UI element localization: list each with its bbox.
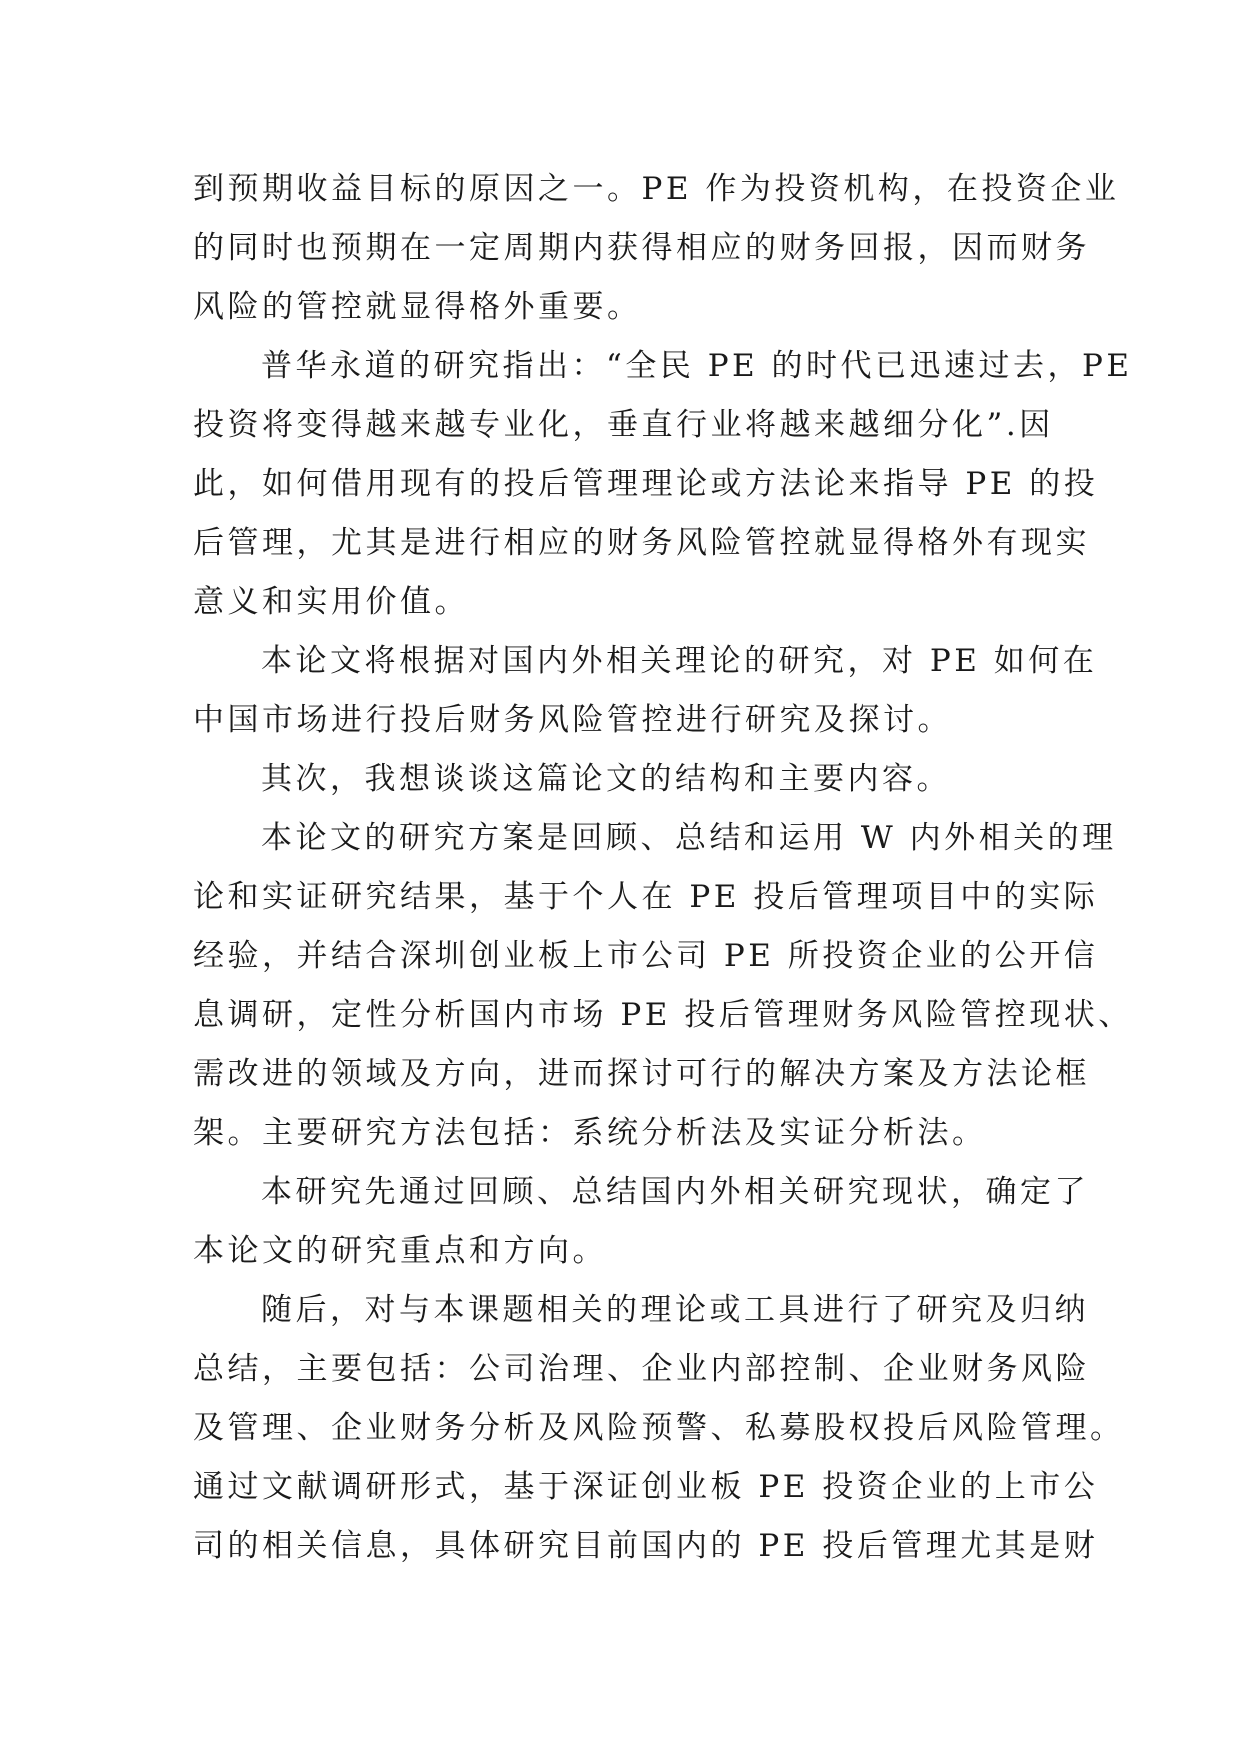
- text-line: 中国市场进行投后财务风险管控进行研究及探讨。: [193, 702, 952, 738]
- text-line: 息调研，定性分析国内市场 PE 投后管理财务风险管控现状、: [193, 997, 1133, 1033]
- text-line: 需改进的领域及方向，进而探讨可行的解决方案及方法论框: [193, 1056, 1090, 1092]
- text-line: 意义和实用价值。: [193, 584, 469, 620]
- text-line: 本论文的研究重点和方向。: [193, 1233, 607, 1269]
- text-line: 此，如何借用现有的投后管理理论或方法论来指导 PE 的投: [193, 466, 1099, 502]
- text-line: 通过文献调研形式，基于深证创业板 PE 投资企业的上市公: [193, 1469, 1099, 1505]
- text-line: 总结，主要包括：公司治理、企业内部控制、企业财务风险: [193, 1351, 1090, 1387]
- text-line: 随后，对与本课题相关的理论或工具进行了研究及归纳: [261, 1292, 1089, 1328]
- text-line: 本论文的研究方案是回顾、总结和运用 W 内外相关的理: [261, 820, 1117, 856]
- text-line: 架。主要研究方法包括：系统分析法及实证分析法。: [193, 1115, 987, 1151]
- text-line: 其次，我想谈谈这篇论文的结构和主要内容。: [261, 761, 951, 797]
- text-line: 到预期收益目标的原因之一。PE 作为投资机构，在投资企业: [193, 171, 1120, 207]
- text-line: 风险的管控就显得格外重要。: [193, 289, 642, 325]
- text-line: 的同时也预期在一定周期内获得相应的财务回报，因而财务: [193, 230, 1090, 266]
- text-line: 普华永道的研究指出：“全民 PE 的时代已迅速过去，PE: [261, 348, 1133, 384]
- text-line: 后管理，尤其是进行相应的财务风险管控就显得格外有现实: [193, 525, 1090, 561]
- text-line: 及管理、企业财务分析及风险预警、私募股权投后风险管理。: [193, 1410, 1125, 1446]
- text-line: 经验，并结合深圳创业板上市公司 PE 所投资企业的公开信: [193, 938, 1099, 974]
- text-line: 论和实证研究结果，基于个人在 PE 投后管理项目中的实际: [193, 879, 1099, 915]
- text-line: 投资将变得越来越专业化，垂直行业将越来越细分化”.因: [193, 407, 1054, 443]
- text-line: 本论文将根据对国内外相关理论的研究，对 PE 如何在: [261, 643, 1098, 679]
- body-text: [193, 160, 1133, 1576]
- text-line: 司的相关信息，具体研究目前国内的 PE 投后管理尤其是财: [193, 1528, 1099, 1564]
- text-line: 本研究先通过回顾、总结国内外相关研究现状，确定了: [261, 1174, 1089, 1210]
